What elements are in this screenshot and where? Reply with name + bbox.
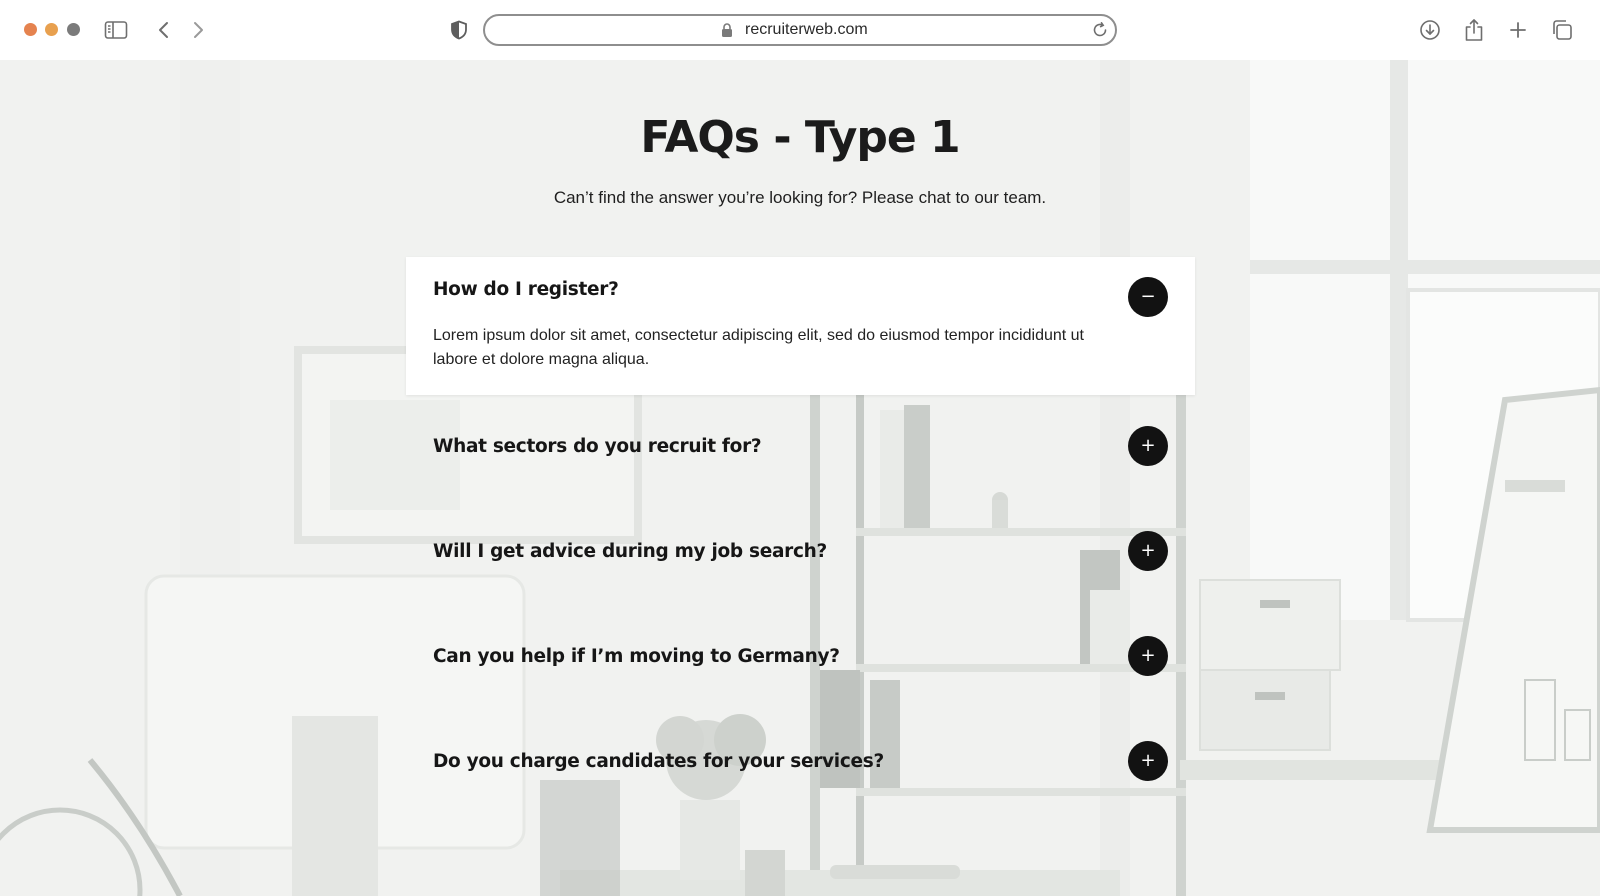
download-icon[interactable]	[1416, 16, 1444, 44]
url-text: recruiterweb.com	[745, 21, 868, 38]
faq-question[interactable]: Will I get advice during my job search?	[433, 541, 827, 562]
shield-icon[interactable]	[445, 16, 473, 44]
reload-icon[interactable]	[1091, 21, 1109, 44]
page-title: FAQs - Type 1	[640, 112, 960, 163]
tabs-overview-icon[interactable]	[1548, 16, 1576, 44]
browser-toolbar	[0, 0, 1600, 60]
expand-button[interactable]: +	[1128, 426, 1168, 466]
expand-button[interactable]: +	[1128, 741, 1168, 781]
page-subtitle: Can’t find the answer you’re looking for? Please chat to our team.	[553, 188, 1047, 207]
faq-answer: Lorem ipsum dolor sit amet, consectetur adipiscing elit, sed do eiusmod tempor incididunt ut labore et dolore magna aliqua.	[433, 327, 1084, 368]
lock-icon	[721, 22, 733, 43]
faq-question[interactable]: How do I register?	[433, 279, 619, 300]
sidebar-icon[interactable]	[102, 16, 130, 44]
share-icon[interactable]	[1460, 16, 1488, 44]
new-tab-icon[interactable]	[1504, 16, 1532, 44]
address-bar[interactable]	[483, 14, 1117, 46]
minimize-window-button[interactable]	[45, 23, 58, 36]
faq-question[interactable]: What sectors do you recruit for?	[433, 436, 762, 457]
zoom-window-button[interactable]	[67, 23, 80, 36]
expand-button[interactable]: +	[1128, 531, 1168, 571]
faq-question[interactable]: Do you charge candidates for your services?	[433, 751, 884, 772]
close-window-button[interactable]	[24, 23, 37, 36]
forward-icon[interactable]	[184, 16, 212, 44]
faq-page	[0, 60, 1600, 896]
back-icon[interactable]	[150, 16, 178, 44]
collapse-button[interactable]: −	[1128, 277, 1168, 317]
expand-button[interactable]: +	[1128, 636, 1168, 676]
faq-question[interactable]: Can you help if I’m moving to Germany?	[433, 646, 840, 667]
